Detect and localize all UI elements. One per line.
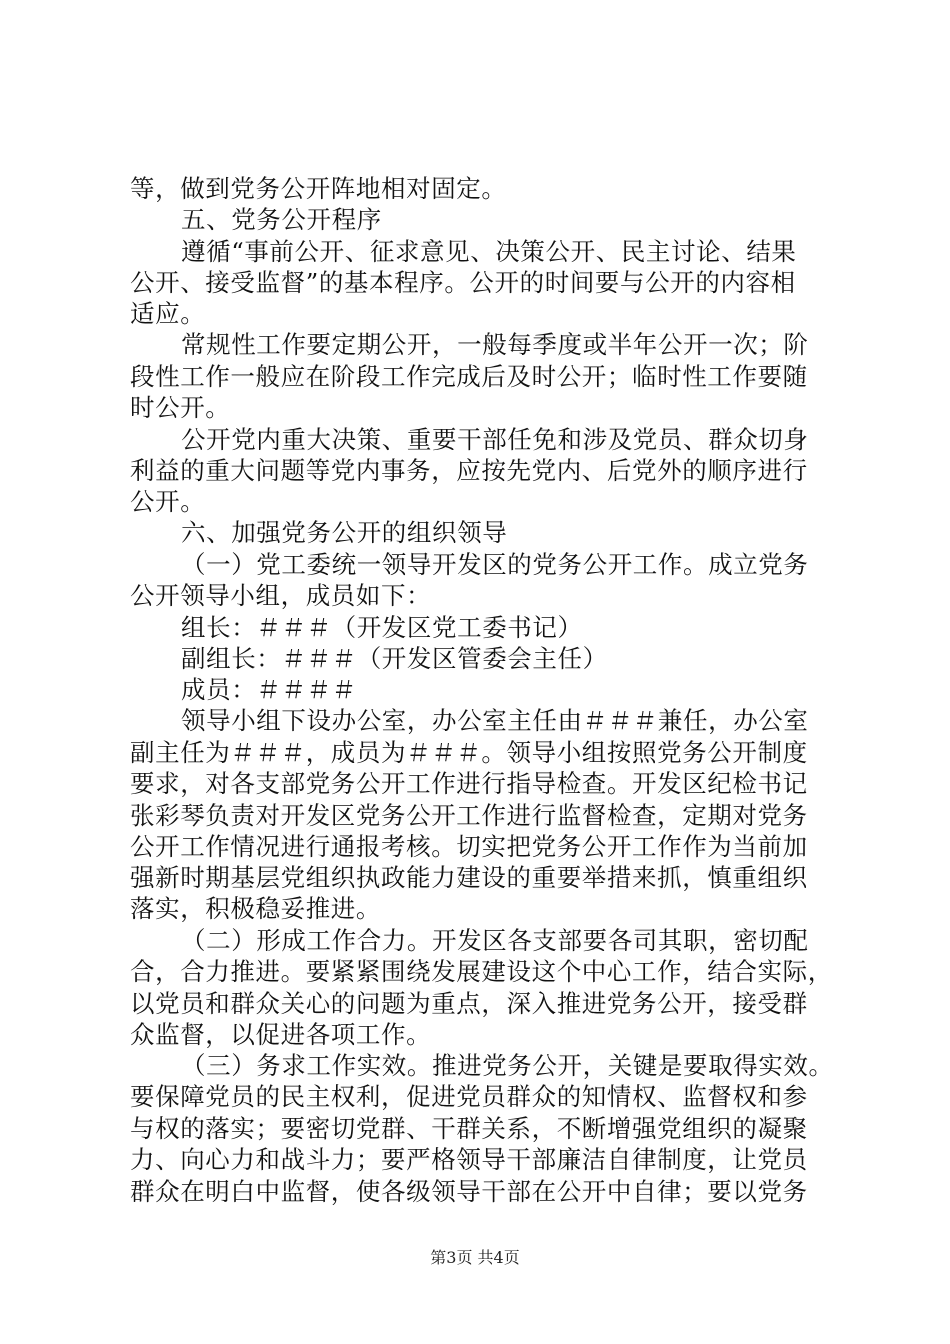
body-text-line: 与权的落实；要密切党群、干群关系，不断增强党组织的凝聚	[130, 1114, 808, 1143]
body-text-line: 常规性工作要定期公开，一般每季度或半年公开一次；阶	[181, 330, 809, 359]
body-text-line: 落实，积极稳妥推进。	[130, 894, 381, 923]
body-text-line: 副主任为＃＃＃，成员为＃＃＃。领导小组按照党务公开制度	[130, 738, 808, 767]
body-text-line: 利益的重大问题等党内事务，应按先党内、后党外的顺序进行	[130, 456, 808, 485]
body-text-line: 要保障党员的民主权利，促进党员群众的知情权、监督权和参	[130, 1082, 808, 1111]
body-text-line: （二）形成工作合力。开发区各支部要各司其职，密切配	[181, 926, 809, 955]
body-text-line: 力、向心力和战斗力；要严格领导干部廉洁自律制度，让党员	[130, 1145, 808, 1174]
body-text-line: 领导小组下设办公室，办公室主任由＃＃＃兼任，办公室	[181, 706, 809, 735]
body-text-line: 成员：＃＃＃＃	[181, 675, 357, 704]
body-text-line: 组长：＃＃＃（开发区党工委书记）	[181, 613, 583, 642]
body-text-line: 以党员和群众关心的问题为重点，深入推进党务公开，接受群	[130, 989, 808, 1018]
page-number-footer: 第3页 共4页	[430, 1248, 520, 1267]
section-heading: 五、党务公开程序	[181, 205, 382, 234]
body-text-line: 公开工作情况进行通报考核。切实把党务公开工作作为当前加	[130, 832, 808, 861]
body-text-line: （一）党工委统一领导开发区的党务公开工作。成立党务	[181, 550, 809, 579]
body-text-line: 强新时期基层党组织执政能力建设的重要举措来抓，慎重组织	[130, 863, 808, 892]
body-text-line: 时公开。	[130, 393, 231, 422]
body-text-line: 遵循“事前公开、征求意见、决策公开、民主讨论、结果	[181, 237, 797, 266]
body-text-line: （三）务求工作实效。推进党务公开，关键是要取得实效。	[181, 1051, 834, 1080]
body-text-line: 众监督，以促进各项工作。	[130, 1020, 432, 1049]
body-text-line: 群众在明白中监督，使各级领导干部在公开中自律；要以党务	[130, 1177, 808, 1206]
body-text-line: 公开。	[130, 487, 206, 516]
body-text-line: 段性工作一般应在阶段工作完成后及时公开；临时性工作要随	[130, 362, 808, 391]
body-text-line: 张彩琴负责对开发区党务公开工作进行监督检查，定期对党务	[130, 801, 808, 830]
body-text-line: 要求，对各支部党务公开工作进行指导检查。开发区纪检书记	[130, 769, 808, 798]
body-text-line: 适应。	[130, 299, 206, 328]
body-text-line: 副组长：＃＃＃（开发区管委会主任）	[181, 644, 608, 673]
body-text-line: 公开、接受监督”的基本程序。公开的时间要与公开的内容相	[130, 268, 796, 297]
body-text-line: 公开领导小组，成员如下：	[130, 581, 432, 610]
body-text-line: 合，合力推进。要紧紧围绕发展建设这个中心工作，结合实际，	[130, 957, 833, 986]
body-text-line: 等，做到党务公开阵地相对固定。	[130, 174, 507, 203]
section-heading: 六、加强党务公开的组织领导	[181, 518, 508, 547]
body-text-line: 公开党内重大决策、重要干部任免和涉及党员、群众切身	[181, 425, 809, 454]
